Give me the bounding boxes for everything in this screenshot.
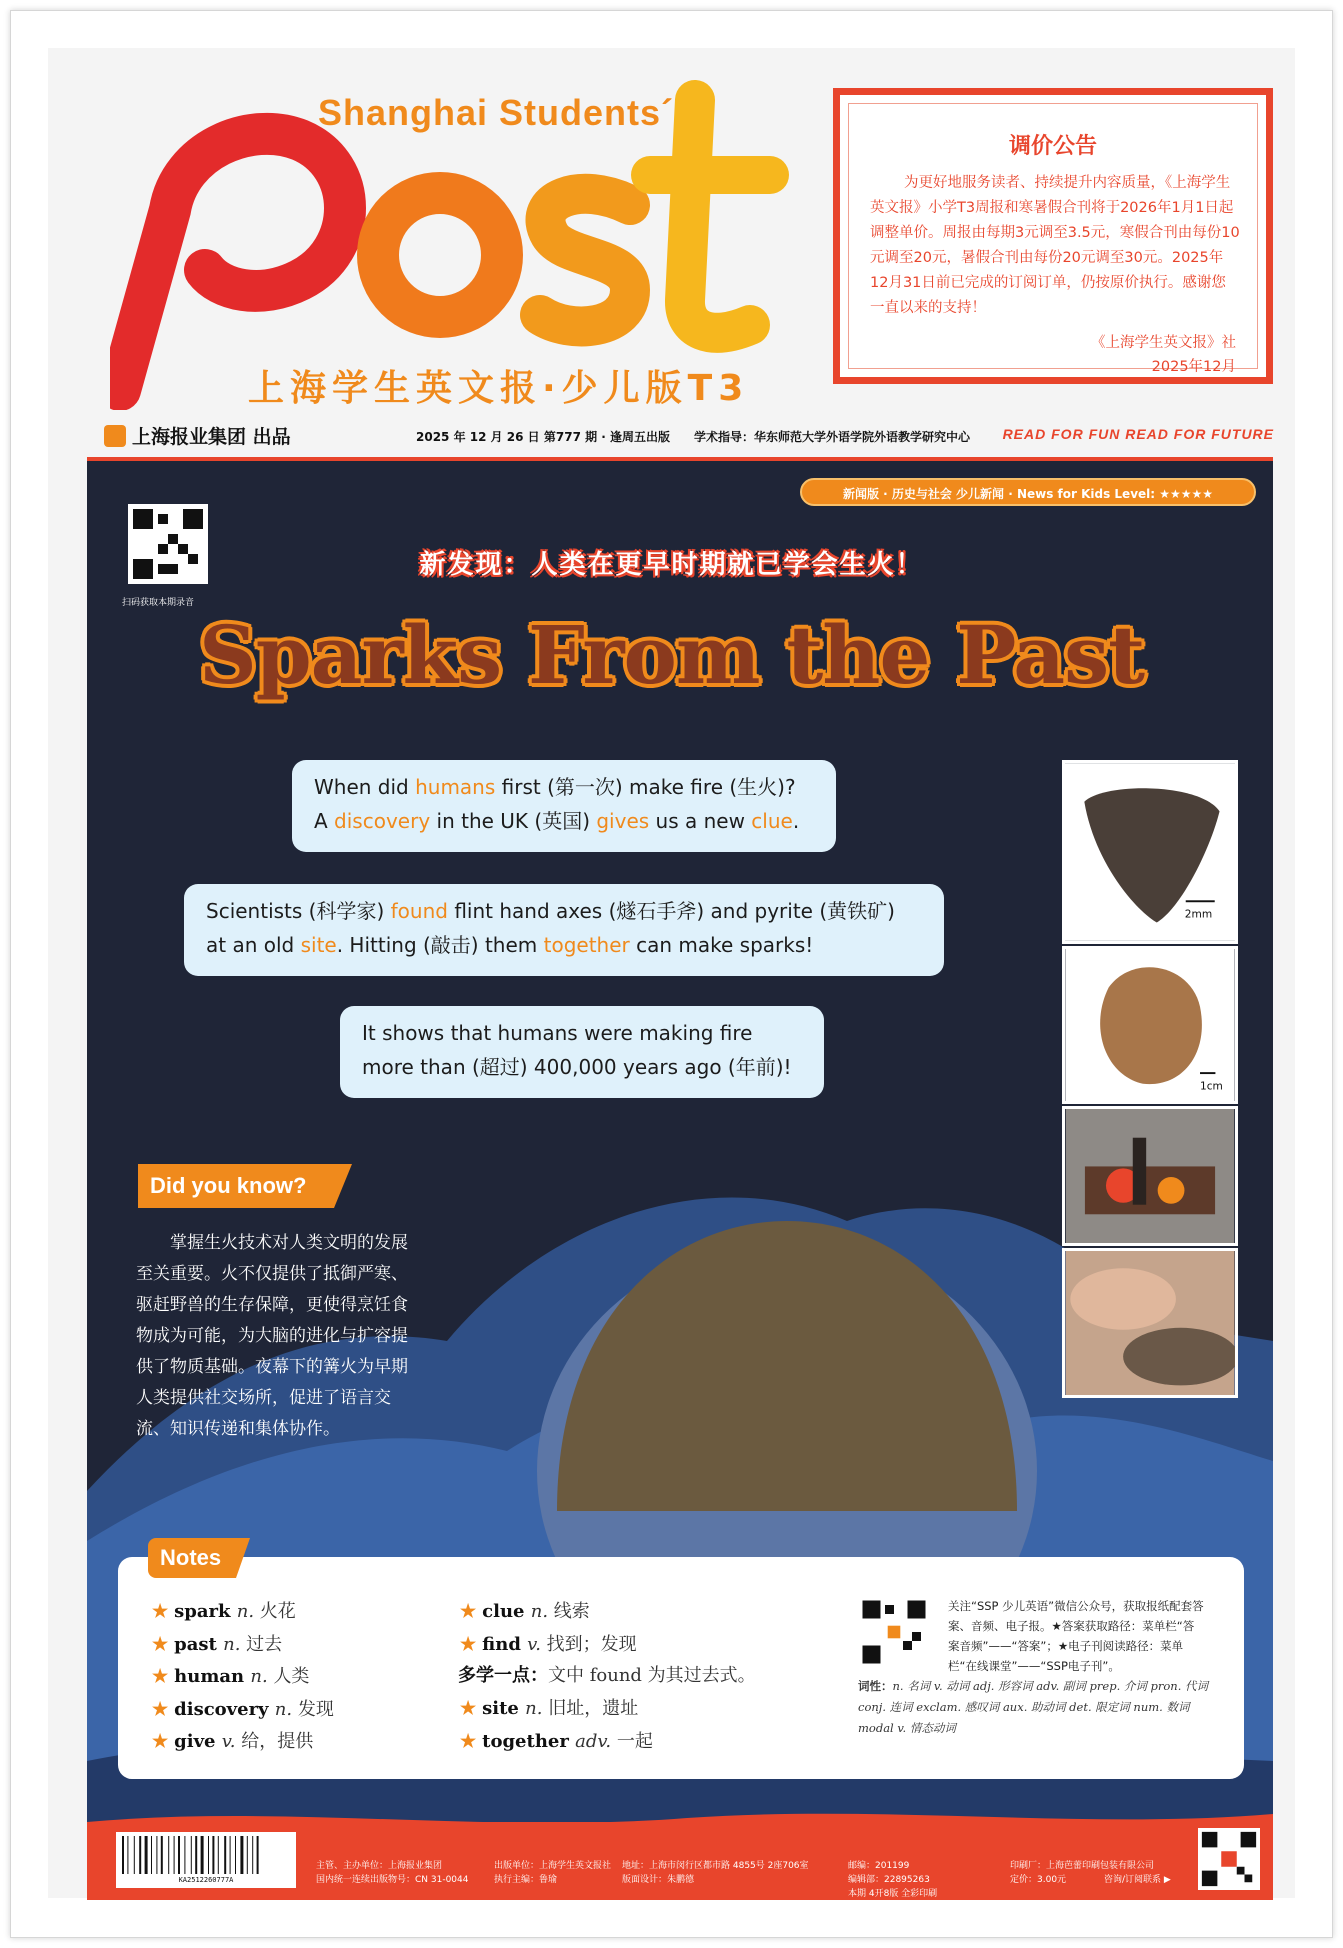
note-word: find: [482, 1633, 528, 1655]
barcode-bar: [218, 1836, 219, 1874]
barcode-bar: [212, 1836, 214, 1874]
note-word: discovery: [174, 1698, 275, 1720]
barcode-bar: [208, 1836, 209, 1874]
footer-publisher-line-2: 执行主编：鲁瑜: [494, 1875, 558, 1885]
bubble-text: Scientists (科学家): [206, 899, 391, 923]
did-you-know-label: Did you know?: [138, 1164, 334, 1208]
price-notice: [833, 88, 1273, 384]
brand-english: Shanghai Students´: [318, 92, 675, 133]
note-part-of-speech: n.: [223, 1633, 247, 1655]
slogan: READ FOR FUN READ FOR FUTURE: [1002, 426, 1274, 442]
barcode-bar: [122, 1836, 124, 1874]
note-meaning: 线索: [553, 1601, 590, 1622]
star-icon: ★: [152, 1731, 169, 1752]
note-entry: [460, 1693, 653, 1726]
note-word: spark: [174, 1601, 237, 1622]
note-entry: [460, 1629, 637, 1662]
scale-label-1cm: 1cm: [1200, 1080, 1223, 1093]
campfire-photo: [1062, 1106, 1238, 1246]
barcode-number: KA2512260777A: [178, 1876, 234, 1884]
learn-more: [458, 1661, 756, 1687]
word-class-text: n. 名词 v. 动词 adj. 形容词 adv. 副词 prep. 介词 pron. 代词 conj. 连词 exclam. 感叹词 aux. 助动词 det. 限定词 num. 数词 modal v. 情态动词: [858, 1679, 1209, 1735]
barcode-bar: [151, 1836, 152, 1874]
highlight-word: together: [543, 933, 630, 957]
note-entry: [152, 1694, 334, 1727]
barcode-bar: [161, 1836, 163, 1874]
note-entry: [152, 1629, 334, 1662]
barcode-bar: [247, 1836, 248, 1874]
pyrite-photo: [1062, 946, 1238, 1104]
note-meaning: 给，提供: [241, 1731, 314, 1752]
highlight-word: discovery: [334, 809, 431, 833]
barcode-bar: [168, 1836, 169, 1874]
bubble-text: us a new: [649, 809, 752, 833]
barcode-bar: [184, 1836, 185, 1874]
star-icon: ★: [152, 1601, 169, 1622]
bubble-text: When did: [314, 775, 416, 799]
bubble-text: .: [792, 809, 800, 833]
note-part-of-speech: n.: [530, 1601, 554, 1622]
notice-date: 2025年12月: [1151, 359, 1236, 375]
notes-column-1: [152, 1596, 334, 1759]
barcode-bar: [195, 1836, 197, 1874]
did-you-know-text: 掌握生火技术对人类文明的发展至关重要。火不仅提供了抵御严寒、驱赶野兽的生存保障，更使得烹饪食物成为可能，为大脑的进化与扩容提供了物质基础。夜幕下的篝火为早期人类提供社交场所，促进了语言交流、知识传递和集体协作。: [136, 1233, 408, 1439]
footer-publisher-line-1: 出版单位：上海学生英文报社: [494, 1861, 612, 1871]
info-bar: [104, 420, 1274, 450]
note-entry: [152, 1596, 334, 1629]
footer-sponsor: [316, 1859, 468, 1887]
note-word: site: [482, 1698, 526, 1719]
barcode-bar: [257, 1836, 259, 1874]
bubble-line: [206, 894, 922, 928]
footer-print-spec: 本期 4开8版 全彩印刷: [848, 1889, 938, 1899]
hand-axe-photo: [1062, 760, 1238, 944]
note-part-of-speech: v.: [221, 1731, 242, 1752]
note-part-of-speech: n.: [250, 1666, 274, 1687]
learn-more-text: 文中 found 为其过去式。: [548, 1665, 756, 1686]
footer-contact[interactable]: 咨询/订阅联系 ▶: [1104, 1875, 1171, 1885]
footer-address-line-2: 版面设计：朱鹏德: [622, 1875, 695, 1885]
note-meaning: 人类: [273, 1666, 310, 1687]
notes-label: Notes: [148, 1538, 236, 1578]
speech-bubble-conclusion: [340, 1006, 824, 1098]
speech-bubble-discovery: [184, 884, 944, 976]
bubble-line: [314, 770, 814, 804]
bubble-text: can make sparks!: [629, 933, 814, 957]
note-entry: [152, 1726, 334, 1759]
bubble-text: in the UK (英国): [430, 809, 597, 833]
barcode-bar: [201, 1836, 204, 1874]
note-word: clue: [482, 1601, 531, 1622]
publisher-logo-icon: [104, 425, 126, 447]
bubble-text: It shows that humans were making fire: [362, 1021, 753, 1045]
barcode-bar: [174, 1836, 175, 1874]
footer-address-line-1: 地址：上海市闵行区都市路 4855号 2座706室: [622, 1861, 809, 1871]
footer-postcode-line-1: 邮编：201199: [848, 1861, 910, 1871]
headline: Sparks From the Past: [198, 608, 1145, 702]
bubble-line: [206, 928, 922, 962]
notice-body: 为更好地服务读者、持续提升内容质量，《上海学生英文报》小学T3周报和寒暑假合刊将于2026年1月1日起调整单价。周报由每期3元调至3.5元，寒假合刊由每份10元调至20元，暑假合刊由每份20元调至30元。2025年12月31日前已完成的订阅订单，仍按原价执行。感谢您一直以来的支持！: [870, 175, 1240, 316]
note-entry: [460, 1596, 637, 1629]
notice-signature: [1091, 331, 1236, 379]
speech-bubble-question: [292, 760, 836, 852]
footer-sponsor-line-2: 国内统一连续出版物号：CN 31-0044: [316, 1875, 469, 1885]
fingers-holding-flint-photo: [1062, 1248, 1238, 1398]
note-meaning: 找到；发现: [546, 1633, 637, 1655]
barcode-bar: [230, 1836, 231, 1874]
barcode-bar: [191, 1836, 192, 1874]
bubble-text: . Hitting (敲击) them: [336, 933, 544, 957]
bubble-text: more than (超过) 400,000 years ago (年前)!: [362, 1055, 792, 1079]
bubble-text: first (第一次) make fire (生火)?: [495, 775, 796, 799]
notes-column-2b: [460, 1693, 653, 1758]
footer-postcode-line-2: 编辑部：22895263: [848, 1875, 930, 1885]
wechat-qr-code[interactable]: [858, 1596, 930, 1668]
academic-advisor: 学术指导：华东师范大学外语学院外语教学研究中心: [694, 430, 971, 444]
note-meaning: 过去: [246, 1633, 283, 1655]
highlight-word: found: [390, 899, 448, 923]
footer-printer-line-2: 定价：3.00元: [1010, 1875, 1067, 1885]
note-word: human: [174, 1666, 251, 1687]
note-meaning: 一起: [616, 1730, 653, 1752]
barcode-bar: [252, 1836, 253, 1874]
note-part-of-speech: adv.: [575, 1730, 617, 1752]
highlight-word: clue: [751, 809, 793, 833]
notes-column-2a: [460, 1596, 637, 1661]
publisher-label: 上海报业集团 出品: [132, 426, 291, 448]
star-icon: ★: [460, 1633, 477, 1655]
barcode-bar: [127, 1836, 128, 1874]
scale-label-2mm: 2mm: [1184, 907, 1213, 921]
subscribe-qr-code[interactable]: [1198, 1828, 1260, 1890]
note-part-of-speech: n.: [525, 1698, 549, 1719]
star-icon: ★: [460, 1601, 477, 1622]
star-icon: ★: [152, 1633, 169, 1655]
barcode-bar: [134, 1836, 135, 1874]
barcode-bar: [145, 1836, 148, 1874]
bubble-line: [362, 1016, 802, 1050]
star-icon: ★: [460, 1698, 477, 1719]
barcode-bar: [156, 1836, 157, 1874]
wechat-follow-text: 关注“SSP 少儿英语”微信公众号，获取报纸配套答案、音频、电子报。★答案获取路径：菜单栏“答案音频”——“答案”；★电子刊阅读路径：菜单栏“在线课堂”——“SSP电子刊”。: [948, 1599, 1204, 1673]
note-word: give: [174, 1731, 222, 1752]
barcode-bar: [139, 1836, 141, 1874]
section-tagline: 新闻版 · 历史与社会 少儿新闻 · News for Kids Level: ★★★★★: [800, 478, 1256, 506]
publisher: [104, 422, 291, 449]
subheadline: 新发现：人类在更早时期就已学会生火！: [419, 550, 924, 580]
word-class-label: 词性：: [858, 1679, 893, 1693]
footer-sponsor-line-1: 主管、主办单位：上海报业集团: [316, 1861, 443, 1871]
learn-more-label: 多学一点：: [458, 1665, 548, 1686]
star-icon: ★: [152, 1666, 169, 1687]
barcode-bar: [235, 1836, 236, 1874]
highlight-word: gives: [596, 809, 650, 833]
footer-publisher: [494, 1859, 611, 1887]
bubble-text: at an old: [206, 933, 301, 957]
note-part-of-speech: n.: [236, 1601, 260, 1622]
notice-title: 调价公告: [1008, 134, 1097, 159]
footer-postcode: [848, 1859, 930, 1887]
note-entry: [152, 1661, 334, 1694]
barcode-bar: [240, 1836, 243, 1874]
barcode-bar: [224, 1836, 226, 1874]
bubble-line: [314, 804, 814, 838]
bubble-text: flint hand axes (燧石手斧) and pyrite (黄铁矿): [447, 899, 895, 923]
qr-caption: 扫码获取本期录音: [122, 598, 195, 608]
footer-address: [622, 1859, 809, 1887]
barcode-bar: [178, 1836, 180, 1874]
star-icon: ★: [152, 1698, 169, 1720]
word-class-legend: [858, 1676, 1210, 1739]
note-word: past: [174, 1633, 224, 1655]
highlight-word: site: [300, 933, 337, 957]
note-part-of-speech: n.: [274, 1698, 298, 1720]
note-word: together: [482, 1730, 576, 1752]
note-meaning: 发现: [297, 1698, 334, 1720]
bubble-line: [362, 1050, 802, 1084]
star-icon: ★: [460, 1730, 477, 1752]
note-meaning: 旧址，遗址: [548, 1698, 639, 1719]
note-part-of-speech: v.: [527, 1633, 547, 1655]
issue-line: 2025 年 12 月 26 日 第777 期 · 逢周五出版: [416, 430, 671, 444]
bubble-text: A: [314, 809, 335, 833]
notice-publisher: 《上海学生英文报》社: [1091, 335, 1236, 351]
brand-chinese: 上海学生英文报·少儿版T3: [248, 368, 750, 409]
note-entry: [460, 1726, 653, 1759]
note-meaning: 火花: [259, 1601, 296, 1622]
highlight-word: humans: [415, 775, 496, 799]
footer-printer-line-1: 印刷厂：上海芭蕾印刷包装有限公司: [1010, 1861, 1155, 1871]
